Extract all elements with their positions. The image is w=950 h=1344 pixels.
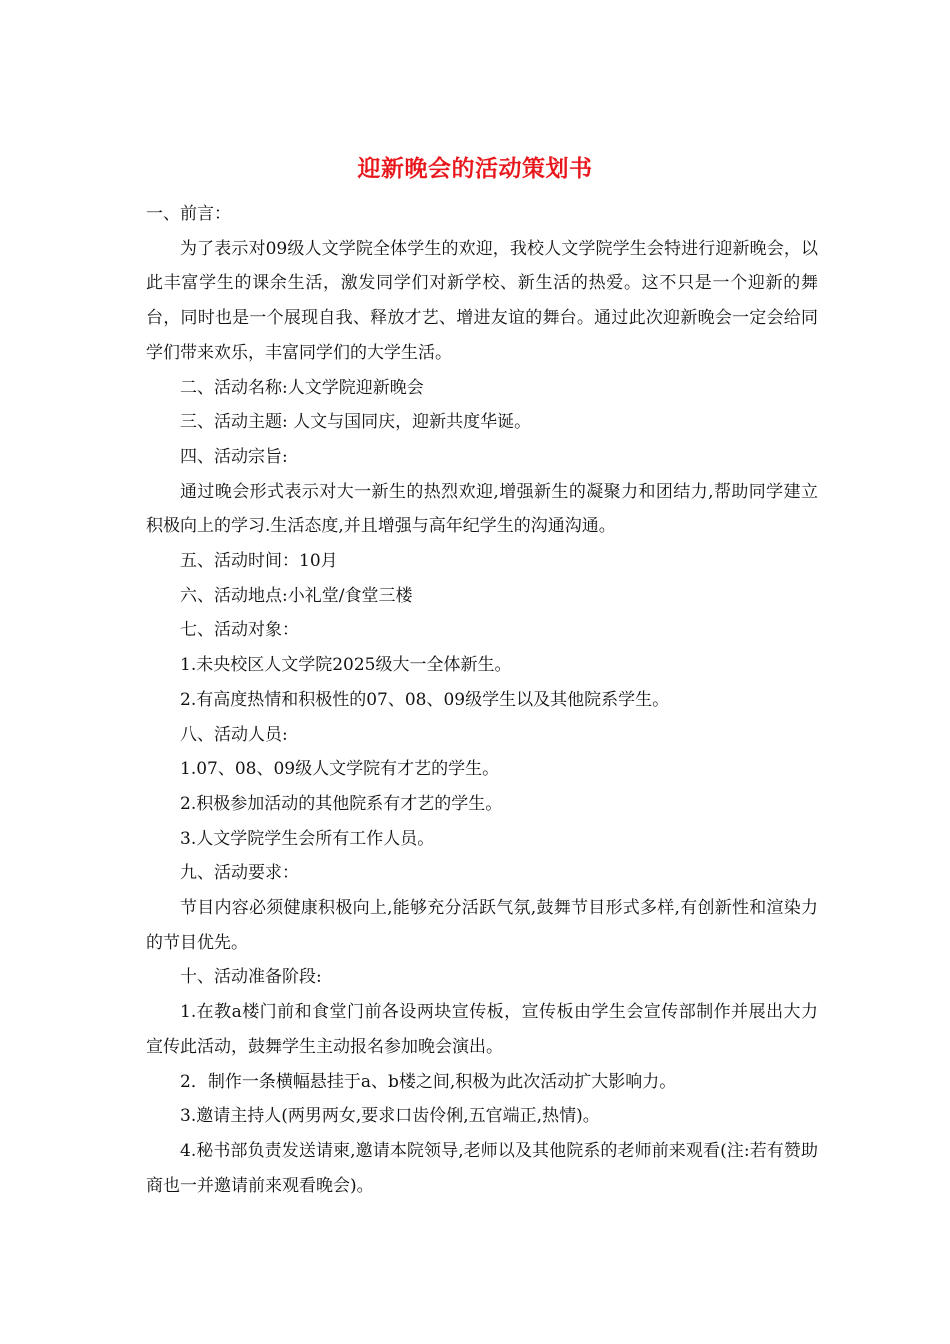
heading-activity-location: 六、活动地点:小礼堂/食堂三楼	[180, 585, 413, 606]
heading-activity-time: 五、活动时间：10月	[180, 551, 338, 572]
heading-activity-theme: 三、活动主题: 人文与国同庆，迎新共度华诞。	[180, 412, 532, 433]
paragraph-preface: 为了表示对09级人文学院全体学生的欢迎，我校人文学院学生会特进行迎新晚会，以此丰富学生的课余生活，激发同学们对新学校、新生活的热爱。这不只是一个迎新的舞台，同时也是一个展现自我、释放才艺、增进友谊的舞台。通过此次迎新晚会一定会给同学们带来欢乐，丰富同学们的大学生活。	[146, 238, 818, 363]
document-body	[146, 197, 818, 1203]
item-target-1: 1.未央校区人文学院2025级大一全体新生。	[180, 655, 512, 676]
item-preparation-2: 2．制作一条横幅悬挂于a、b楼之间,积极为此次活动扩大影响力。	[180, 1071, 677, 1092]
item-preparation-1: 1.在教a楼门前和食堂门前各设两块宣传板，宣传板由学生会宣传部制作并展出大力宣传此活动，鼓舞学生主动报名参加晚会演出。	[146, 1002, 818, 1057]
item-staff-3: 3.人文学院学生会所有工作人员。	[180, 828, 435, 849]
heading-preface: 一、前言：	[146, 204, 231, 224]
item-target-2: 2.有高度热情和积极性的07、08、09级学生以及其他院系学生。	[180, 689, 670, 710]
heading-activity-name: 二、活动名称:人文学院迎新晚会	[180, 377, 424, 398]
heading-activity-purpose: 四、活动宗旨:	[180, 446, 288, 467]
paragraph-requirements: 节目内容必须健康积极向上,能够充分活跃气氛,鼓舞节目形式多样,有创新性和渲染力的节目优先。	[146, 898, 818, 953]
item-preparation-3: 3.邀请主持人(两男两女,要求口齿伶俐,五官端正,热情)。	[180, 1106, 600, 1127]
item-preparation-4: 4.秘书部负责发送请柬,邀请本院领导,老师以及其他院系的老师前来观看(注:若有赞助商也一并邀请前来观看晚会)。	[146, 1140, 818, 1196]
heading-activity-target: 七、活动对象：	[180, 620, 299, 641]
paragraph-purpose: 通过晚会形式表示对大一新生的热烈欢迎,增强新生的凝聚力和团结力,帮助同学建立积极向上的学习.生活态度,并且增强与高年纪学生的沟通沟通。	[146, 481, 818, 537]
heading-activity-requirements: 九、活动要求：	[180, 863, 299, 884]
item-staff-2: 2.积极参加活动的其他院系有才艺的学生。	[180, 793, 503, 814]
document-title: 迎新晚会的活动策划书	[357, 155, 593, 182]
item-staff-1: 1.07、08、09级人文学院有才艺的学生。	[180, 759, 500, 780]
heading-activity-staff: 八、活动人员:	[180, 724, 288, 745]
heading-preparation: 十、活动准备阶段:	[180, 967, 322, 988]
